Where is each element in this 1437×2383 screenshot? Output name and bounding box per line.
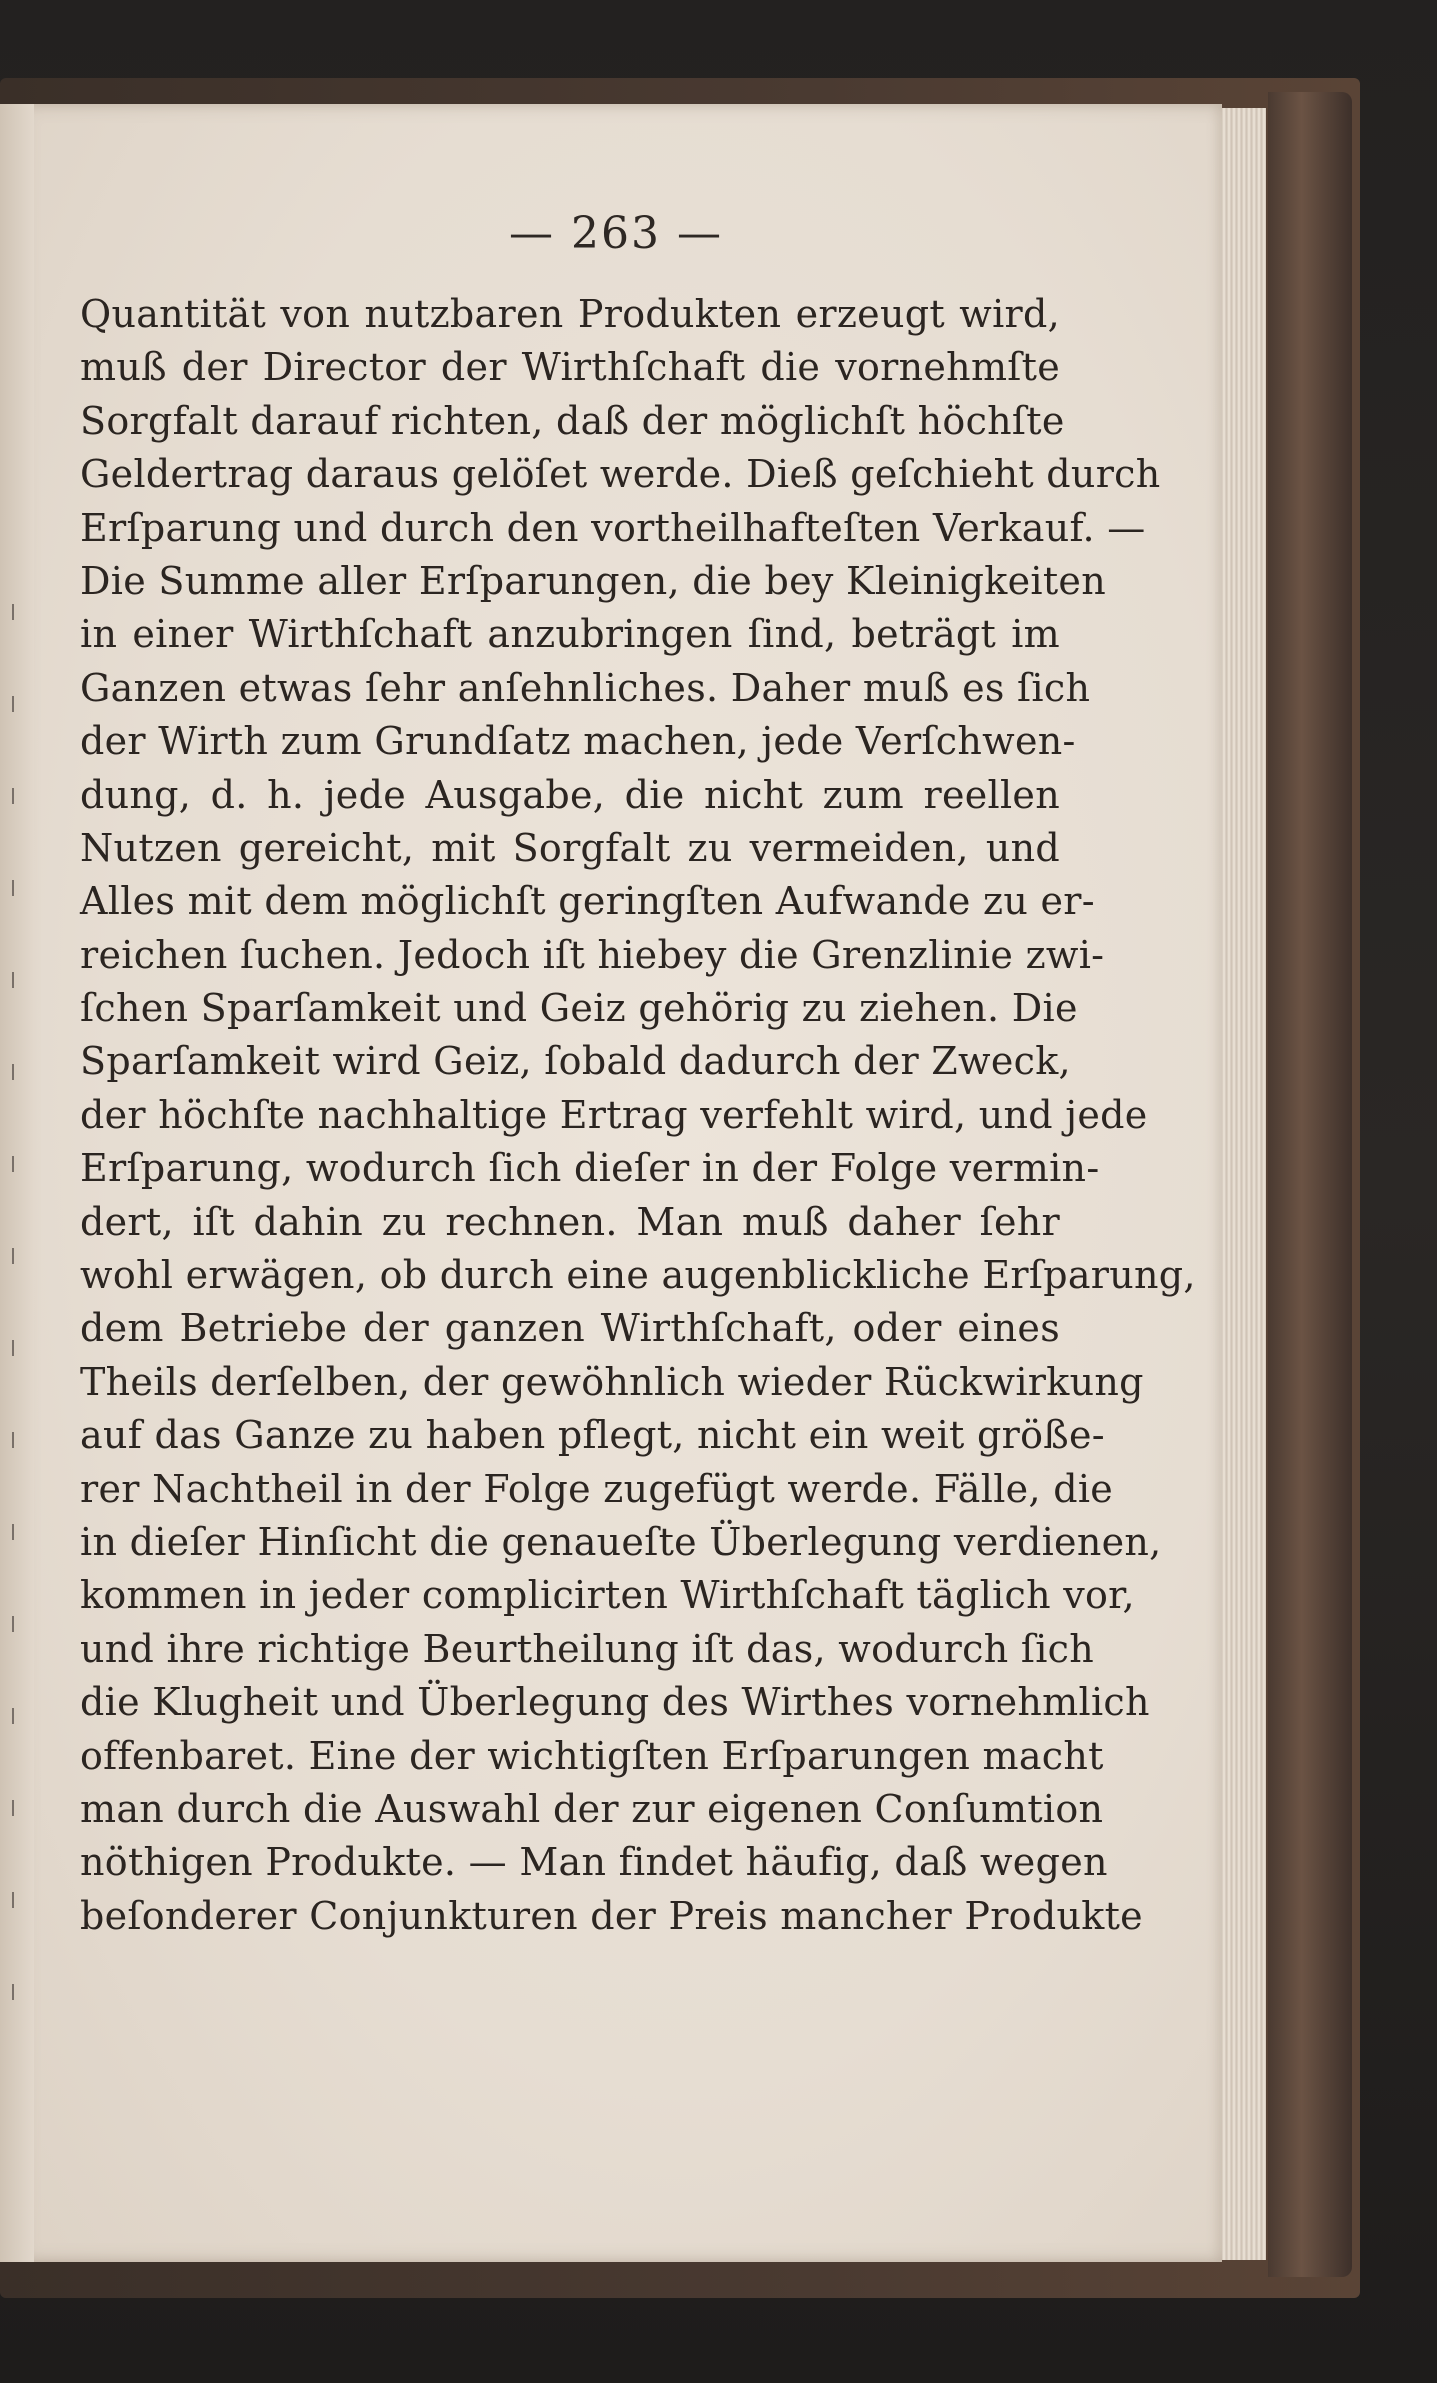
text-line: dung, d. h. jede Ausgabe, die nicht zum reellen — [80, 772, 1060, 817]
text-line: Nutzen gereicht, mit Sorgfalt zu vermeiden, und — [80, 825, 1060, 870]
text-line: Sorgfalt darauf richten, daß der möglichſt höchſte — [80, 398, 1065, 443]
text-line: Die Summe aller Erſparungen, die bey Kleinigkeiten — [80, 558, 1106, 603]
text-line: Alles mit dem möglichſt geringſten Aufwande zu er- — [80, 879, 1095, 924]
gutter-ink-marks — [6, 604, 20, 2104]
text-line: in dieſer Hinſicht die genaueſte Überlegung verdienen, — [80, 1519, 1162, 1564]
text-line: in einer Wirthſchaft anzubringen ſind, beträgt im — [80, 612, 1060, 657]
body-text — [80, 288, 1196, 1943]
text-line: und ihre richtige Beurtheilung iſt das, wodurch ſich — [80, 1626, 1095, 1671]
text-line: ſchen Sparſamkeit und Geiz gehörig zu ziehen. Die — [80, 986, 1078, 1031]
text-line: wohl erwägen, ob durch eine augenblickliche Erſparung, — [80, 1253, 1196, 1298]
text-line: der höchſte nachhaltige Ertrag verfehlt wird, und jede — [80, 1092, 1148, 1137]
page-stack-edges — [1218, 108, 1266, 2260]
text-line: dert, iſt dahin zu rechnen. Man muß daher ſehr — [80, 1199, 1060, 1244]
page-number-header: — 263 — — [509, 208, 723, 259]
text-line: beſonderer Conjunkturen der Preis mancher Produkte — [80, 1893, 1143, 1938]
text-line: Theils derſelben, der gewöhnlich wieder Rückwirkung — [80, 1359, 1144, 1404]
text-line: die Klugheit und Überlegung des Wirthes vornehmlich — [80, 1680, 1150, 1725]
text-line: auf das Ganze zu haben pflegt, nicht ein weit größe- — [80, 1413, 1105, 1458]
text-line: reichen ſuchen. Jedoch iſt hiebey die Grenzlinie zwi- — [80, 932, 1105, 977]
text-line: Erſparung, wodurch ſich dieſer in der Folge vermin- — [80, 1146, 1100, 1191]
text-line: Quantität von nutzbaren Produkten erzeugt wird, — [80, 292, 1060, 336]
text-line: man durch die Auswahl der zur eigenen Conſumtion — [80, 1786, 1104, 1831]
text-line: nöthigen Produkte. — Man findet häufig, daß wegen — [80, 1840, 1108, 1885]
text-line: muß der Director der Wirthſchaft die vornehmſte — [80, 345, 1060, 390]
text-line: Sparſamkeit wird Geiz, ſobald dadurch der Zweck, — [80, 1039, 1071, 1084]
text-line: Geldertrag daraus gelöſet werde. Dieß geſchieht durch — [80, 452, 1161, 497]
text-line: dem Betriebe der ganzen Wirthſchaft, oder eines — [80, 1306, 1060, 1351]
text-line: offenbaret. Eine der wichtigſten Erſparungen macht — [80, 1733, 1104, 1778]
text-line: der Wirth zum Grundſatz machen, jede Verſchwen- — [80, 719, 1076, 764]
facing-page-gutter — [0, 104, 34, 2262]
text-line: Ganzen etwas ſehr anſehnliches. Daher muß es ſich — [80, 665, 1091, 710]
book-cover-edge — [1268, 92, 1352, 2277]
text-line: Erſparung und durch den vortheilhafteſten Verkauf. — — [80, 505, 1146, 550]
text-line: kommen in jeder complicirten Wirthſchaft täglich vor, — [80, 1573, 1135, 1618]
text-line: rer Nachtheil in der Folge zugefügt werde. Fälle, die — [80, 1466, 1114, 1511]
